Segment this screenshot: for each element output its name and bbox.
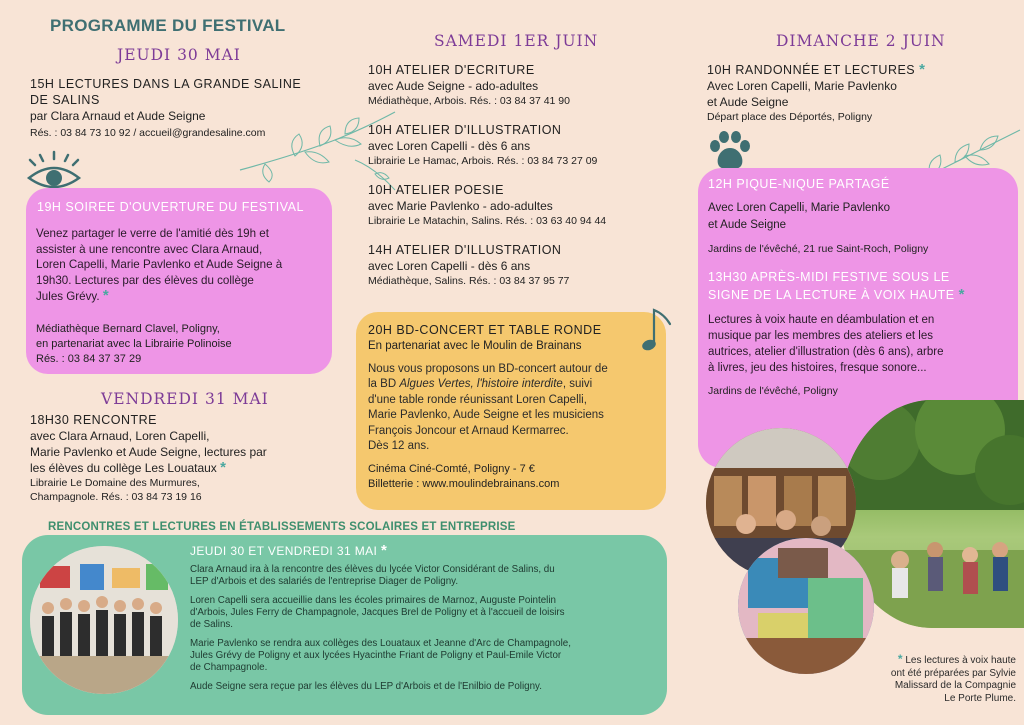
bd-concert-text (368, 362, 660, 454)
dimanche-line-1: Avec Loren Capelli, Marie Pavlenko (707, 79, 897, 93)
soiree-line-3: Loren Capelli, Marie Pavlenko et Aude Seigne à (36, 258, 283, 272)
bd-title-italic: Algues Vertes, l'histoire interdite (399, 378, 563, 391)
apres-midi-line-1: Lectures à voix haute en déambulation et en (708, 314, 935, 326)
day-vendredi: VENDREDI 31 MAI (101, 390, 269, 408)
schools-p3-l2: Jules Grévy de Poligny et aux lycées Hyacinthe Friant de Poligny et Paul-Emile Victor (190, 650, 562, 661)
samedi-event (368, 122, 668, 168)
schools-paragraph (190, 638, 658, 674)
bd-line-5: François Joncour et Arnaud Kermarrec. (368, 424, 569, 437)
samedi-event-info: Médiathèque, Arbois. Rés. : 03 84 37 41 90 (368, 95, 570, 107)
asterisk-icon: * (220, 459, 226, 476)
bd-line-3: d'une table ronde réunissant Loren Capelli, (368, 393, 587, 406)
apres-midi-line-3: autrices, atelier d'illustration (dès 6 ans), arbre (708, 346, 944, 358)
soiree-place (36, 322, 326, 367)
bd-concert-content (368, 322, 660, 492)
picnic-content (708, 200, 1008, 256)
footnote-line-1: Les lectures à voix haute (905, 655, 1016, 666)
footnote-line-2: ont été préparées par Sylvie (890, 667, 1016, 679)
soiree-text (36, 226, 328, 305)
paw-icon (706, 130, 754, 172)
samedi-event-info: Librairie Le Hamac, Arbois. Rés. : 03 84 73 27 09 (368, 155, 598, 167)
workshop-photo (738, 538, 874, 674)
apres-midi-heading (708, 268, 990, 304)
soiree-line-5: Jules Grévy. (36, 290, 100, 304)
dimanche-event (707, 62, 1007, 124)
soiree-line-4: 19h30. Lectures par des élèves du collège (36, 273, 254, 287)
samedi-event-title: 14H ATELIER D'ILLUSTRATION (368, 243, 562, 257)
soiree-line-2: assister à une rencontre avec Clara Arnaud, (36, 242, 263, 256)
schools-p3-l1: Marie Pavlenko se rendra aux collèges des Louataux et Jeanne d'Arc de Champagnole, (190, 638, 571, 649)
samedi-event-sub: avec Loren Capelli - dès 6 ans (368, 259, 531, 273)
samedi-events (368, 62, 668, 288)
dimanche-line-2: et Aude Seigne (707, 95, 789, 109)
bd-tickets: Billetterie : www.moulindebrainans.com (368, 478, 560, 491)
footnote (860, 653, 1016, 705)
asterisk-icon: * (919, 61, 926, 78)
bd-line-1: Nous vous proposons un BD-concert autour de (368, 363, 608, 375)
schools-p3-l3: de Champagnole. (190, 662, 268, 673)
samedi-event-info: Librairie Le Matachin, Salins. Rés. : 03 63 40 94 44 (368, 215, 607, 227)
samedi-event-sub: avec Aude Seigne - ado-adultes (368, 79, 539, 93)
asterisk-icon: * (381, 542, 388, 559)
schools-p2-l3: de Salins. (190, 619, 234, 630)
apres-midi-heading-2: SIGNE DE LA LECTURE À VOIX HAUTE (708, 288, 955, 302)
schools-text (190, 564, 658, 700)
day-dimanche: DIMANCHE 2 JUIN (776, 32, 946, 50)
dimanche-info: Départ place des Déportés, Poligny (707, 111, 873, 123)
day-jeudi: JEUDI 30 MAI (117, 46, 241, 64)
bd-concert-partner: En partenariat avec le Moulin de Brainans (368, 340, 582, 352)
samedi-event-info: Médiathèque, Salins. Rés. : 03 84 37 95 77 (368, 275, 570, 287)
asterisk-icon: * (958, 286, 965, 303)
apres-midi-line-4: à livres, jeu des histoires, fresque sonore... (708, 362, 927, 374)
apres-midi-place: Jardins de l'évêché, Poligny (708, 385, 838, 397)
samedi-event-sub: avec Loren Capelli - dès 6 ans (368, 139, 531, 153)
picnic-line-1: Avec Loren Capelli, Marie Pavlenko (708, 202, 890, 214)
students-photo (30, 546, 178, 694)
music-note-icon (640, 304, 676, 354)
schools-p4: Aude Seigne sera reçue par les élèves du LEP d'Arbois et de l'Enilbio de Poligny. (190, 681, 542, 692)
soiree-line-1: Venez partager le verre de l'amitié dès 19h et (36, 227, 269, 240)
bd-line-2-post: , suivi (562, 378, 593, 391)
footnote-line-4: Le Porte Plume. (944, 692, 1016, 704)
samedi-event (368, 182, 668, 228)
vendredi-event (30, 412, 330, 504)
soiree-place-line: Médiathèque Bernard Clavel, Poligny, (36, 323, 220, 335)
samedi-event (368, 62, 668, 108)
asterisk-icon: * (102, 287, 109, 305)
schools-title: RENCONTRES ET LECTURES EN ÉTABLISSEMENTS SCOLAIRES ET ENTREPRISE (48, 521, 516, 533)
samedi-event-title: 10H ATELIER POESIE (368, 183, 504, 197)
bd-line-6: Dès 12 ans. (368, 440, 430, 453)
schools-p1-l2: LEP d'Arbois et des salariés de l'entreprise Diager de Poligny. (190, 576, 459, 587)
apres-midi-line-2: musique par les membres des ateliers et les (708, 330, 933, 342)
footnote-line-3: Malissard de la Compagnie (894, 680, 1016, 691)
bd-place: Cinéma Ciné-Comté, Poligny - 7 € (368, 463, 535, 476)
bd-line-4: Marie Pavlenko, Aude Seigne et les musiciens (368, 409, 604, 422)
picnic-line-2: et Aude Seigne (708, 219, 787, 231)
schools-date-row (190, 542, 387, 559)
jeudi-event-title-2: DE SALINS (30, 93, 100, 107)
vendredi-line-2: Marie Pavlenko et Aude Seigne, lectures par (30, 445, 267, 459)
apres-midi-heading-1: 13H30 APRÈS-MIDI FESTIVE SOUS LE (708, 270, 950, 284)
vendredi-place-2: Champagnole. Rés. : 03 84 73 19 16 (30, 491, 202, 503)
samedi-event-title: 10H ATELIER D'ILLUSTRATION (368, 123, 562, 137)
jeudi-event-by: par Clara Arnaud et Aude Seigne (30, 109, 206, 123)
schools-paragraph (190, 564, 658, 588)
bd-line-2-pre: la BD (368, 378, 400, 391)
schools-p2-l2: d'Arbois, Jules Ferry de Champagnole, Jacques Brel de Poligny et à l'accueil de loisirs (190, 607, 565, 618)
vendredi-event-title: 18H30 RENCONTRE (30, 413, 157, 427)
schools-date: JEUDI 30 ET VENDREDI 31 MAI (190, 544, 378, 558)
schools-p2-l1: Loren Capelli sera accueillie dans les écoles primaires de Marnoz, Auguste Pointelin (190, 595, 556, 606)
soiree-res-line: Rés. : 03 84 37 37 29 (36, 353, 142, 365)
day-samedi: SAMEDI 1ER JUIN (434, 32, 599, 50)
programme-title: PROGRAMME DU FESTIVAL (50, 16, 286, 35)
asterisk-icon: * (897, 652, 903, 666)
dimanche-event-title: 10H RANDONNÉE ET LECTURES (707, 63, 916, 77)
samedi-event-title: 10H ATELIER D'ECRITURE (368, 63, 535, 77)
vendredi-place: Librairie Le Domaine des Murmures, (30, 477, 200, 489)
picnic-heading: 12H PIQUE-NIQUE PARTAGÉ (708, 177, 890, 191)
jeudi-event-contact: Rés. : 03 84 73 10 92 / accueil@grandesaline.com (30, 127, 266, 139)
vendredi-line-3: les élèves du collège Les Louataux (30, 461, 217, 475)
samedi-event (368, 242, 668, 288)
soiree-heading: 19H SOIREE D'OUVERTURE DU FESTIVAL (37, 200, 304, 214)
apres-midi-text (708, 312, 1012, 398)
vendredi-line-1: avec Clara Arnaud, Loren Capelli, (30, 429, 210, 443)
schools-p1-l1: Clara Arnaud ira à la rencontre des élèves du lycée Victor Considérant de Salins, du (190, 564, 555, 575)
samedi-event-sub: avec Marie Pavlenko - ado-adultes (368, 199, 553, 213)
soiree-partner-line: en partenariat avec la Librairie Polinoise (36, 338, 232, 350)
bd-concert-heading: 20H BD-CONCERT ET TABLE RONDE (368, 323, 602, 337)
schools-paragraph (190, 595, 658, 631)
jeudi-event-title-1: 15H LECTURES DANS LA GRANDE SALINE (30, 77, 302, 91)
picnic-place: Jardins de l'évêché, 21 rue Saint-Roch, Poligny (708, 243, 929, 255)
